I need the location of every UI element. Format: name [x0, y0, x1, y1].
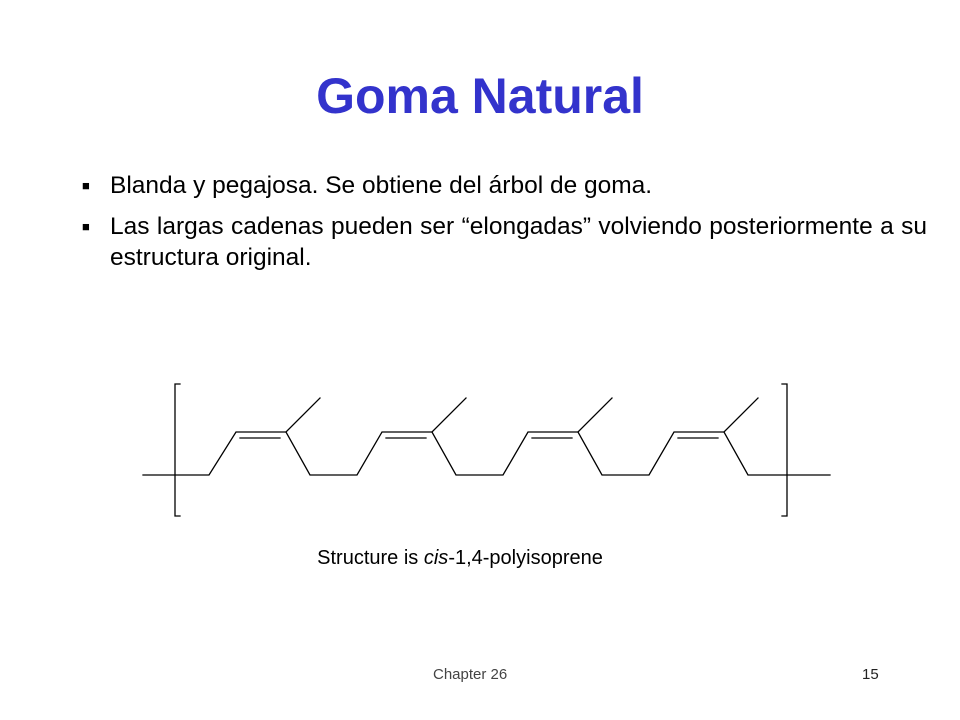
slide-title: Goma Natural	[316, 68, 644, 124]
left-bracket	[175, 384, 180, 516]
right-bracket	[782, 384, 787, 516]
methyl-group-3	[578, 398, 612, 432]
footer-chapter: Chapter 26	[433, 666, 508, 683]
bullet-text: Las largas cadenas pueden ser “elongadas” volviendo posteriormente a su estructura original.	[110, 213, 927, 271]
caption-italic: cis	[423, 547, 449, 569]
bullet-text: Blanda y pegajosa. Se obtiene del árbol de goma.	[110, 172, 653, 199]
footer-page-number: 15	[862, 666, 879, 683]
caption-prefix: Structure is	[317, 547, 424, 569]
square-bullet-icon: ■	[82, 219, 90, 234]
structure-caption	[0, 545, 920, 571]
methyl-group-2	[432, 398, 466, 432]
methyl-group-4	[724, 398, 758, 432]
methyl-group-1	[286, 398, 320, 432]
caption-suffix: -1,4-polyisoprene	[448, 547, 603, 569]
square-bullet-icon: ■	[82, 178, 90, 193]
